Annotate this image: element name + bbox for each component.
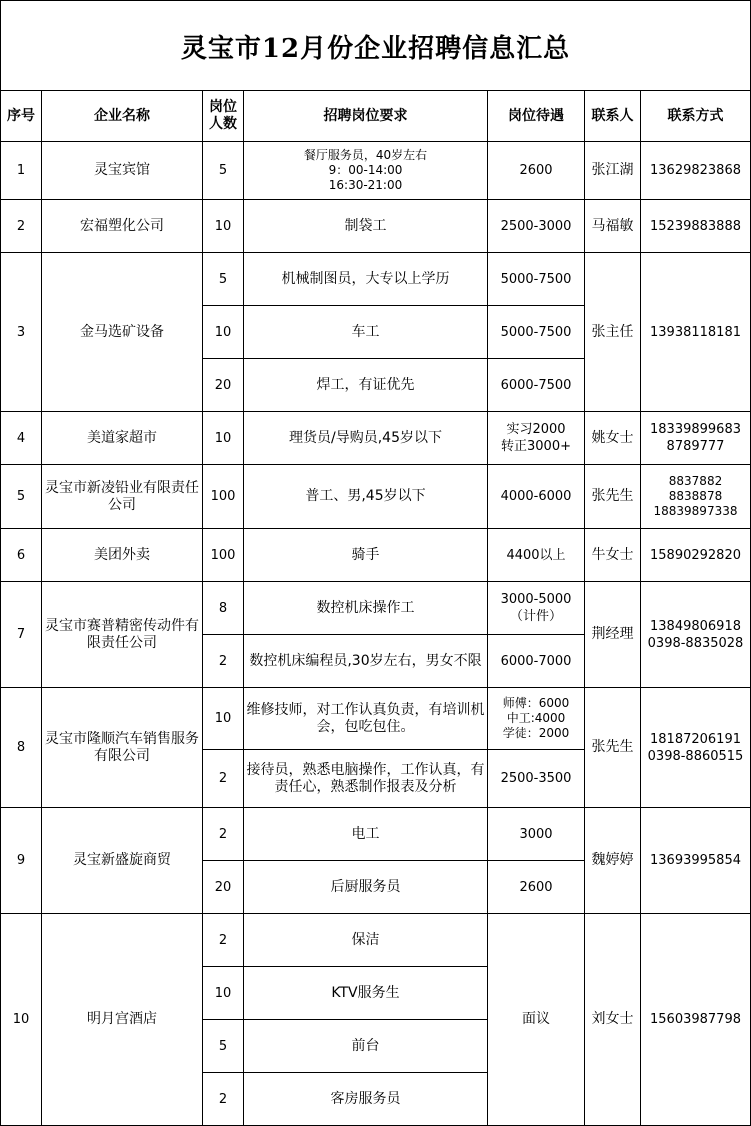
cell-count: 100 (203, 465, 244, 529)
cell-count: 2 (203, 1073, 244, 1126)
cell-count: 2 (203, 750, 244, 808)
cell-count: 5 (203, 142, 244, 200)
cell-requirement: 骑手 (244, 529, 488, 582)
cell-contact: 张主任 (585, 253, 641, 412)
cell-company: 灵宝市新凌铅业有限责任公司 (42, 465, 203, 529)
cell-phone: 15890292820 (641, 529, 751, 582)
cell-count: 2 (203, 914, 244, 967)
table-row (1, 142, 751, 200)
cell-count: 10 (203, 967, 244, 1020)
cell-company: 美团外卖 (42, 529, 203, 582)
cell-contact: 牛女士 (585, 529, 641, 582)
cell-no: 8 (1, 688, 42, 808)
cell-requirement: 数控机床编程员,30岁左右，男女不限 (244, 635, 488, 688)
cell-company: 宏福塑化公司 (42, 200, 203, 253)
cell-contact: 张先生 (585, 465, 641, 529)
table-row (1, 808, 751, 861)
cell-salary: 实习2000 转正3000+ (488, 412, 585, 465)
cell-company: 灵宝市隆顺汽车销售服务有限公司 (42, 688, 203, 808)
header-no: 序号 (1, 91, 42, 142)
cell-count: 5 (203, 1020, 244, 1073)
header-salary: 岗位待遇 (488, 91, 585, 142)
cell-no: 9 (1, 808, 42, 914)
cell-requirement: 理货员/导购员,45岁以下 (244, 412, 488, 465)
cell-no: 4 (1, 412, 42, 465)
cell-salary: 4000-6000 (488, 465, 585, 529)
table-row (1, 529, 751, 582)
cell-salary: 4400以上 (488, 529, 585, 582)
table-row (1, 914, 751, 967)
cell-salary: 6000-7500 (488, 359, 585, 412)
cell-requirement: KTV服务生 (244, 967, 488, 1020)
cell-requirement: 后厨服务员 (244, 861, 488, 914)
cell-no: 3 (1, 253, 42, 412)
cell-contact: 刘女士 (585, 914, 641, 1126)
cell-count: 20 (203, 359, 244, 412)
cell-requirement: 餐厅服务员，40岁左右 9：00-14:00 16:30-21:00 (244, 142, 488, 200)
cell-contact: 荆经理 (585, 582, 641, 688)
cell-requirement: 保洁 (244, 914, 488, 967)
header-count: 岗位 人数 (203, 91, 244, 142)
cell-company: 金马选矿设备 (42, 253, 203, 412)
cell-company: 灵宝市赛普精密传动件有限责任公司 (42, 582, 203, 688)
cell-salary: 2600 (488, 142, 585, 200)
cell-company: 灵宝宾馆 (42, 142, 203, 200)
cell-count: 2 (203, 808, 244, 861)
sheet-title: 灵宝市12月份企业招聘信息汇总 (0, 0, 751, 91)
cell-requirement: 焊工，有证优先 (244, 359, 488, 412)
cell-phone: 13693995854 (641, 808, 751, 914)
cell-requirement: 接待员，熟悉电脑操作，工作认真，有责任心，熟悉制作报表及分析 (244, 750, 488, 808)
cell-contact: 马福敏 (585, 200, 641, 253)
cell-salary: 3000 (488, 808, 585, 861)
cell-contact: 姚女士 (585, 412, 641, 465)
cell-count: 10 (203, 688, 244, 750)
cell-salary: 2500-3000 (488, 200, 585, 253)
cell-phone: 13629823868 (641, 142, 751, 200)
cell-salary: 面议 (488, 914, 585, 1126)
cell-count: 10 (203, 200, 244, 253)
cell-phone: 8837882 8838878 18839897338 (641, 465, 751, 529)
cell-no: 7 (1, 582, 42, 688)
cell-contact: 张先生 (585, 688, 641, 808)
table-row (1, 253, 751, 306)
cell-count: 10 (203, 306, 244, 359)
cell-requirement: 电工 (244, 808, 488, 861)
cell-count: 8 (203, 582, 244, 635)
cell-no: 10 (1, 914, 42, 1126)
cell-requirement: 维修技师，对工作认真负责，有培训机会，包吃包住。 (244, 688, 488, 750)
cell-requirement: 普工、男,45岁以下 (244, 465, 488, 529)
cell-salary: 师傅：6000 中工:4000 学徒：2000 (488, 688, 585, 750)
header-requirement: 招聘岗位要求 (244, 91, 488, 142)
cell-count: 10 (203, 412, 244, 465)
cell-contact: 魏婷婷 (585, 808, 641, 914)
cell-salary: 5000-7500 (488, 306, 585, 359)
cell-company: 灵宝新盛旋商贸 (42, 808, 203, 914)
cell-count: 5 (203, 253, 244, 306)
cell-contact: 张江湖 (585, 142, 641, 200)
header-company: 企业名称 (42, 91, 203, 142)
table-row (1, 688, 751, 750)
cell-phone: 18339899683 8789777 (641, 412, 751, 465)
table-row (1, 412, 751, 465)
cell-requirement: 机械制图员，大专以上学历 (244, 253, 488, 306)
cell-requirement: 制袋工 (244, 200, 488, 253)
cell-salary: 6000-7000 (488, 635, 585, 688)
cell-requirement: 车工 (244, 306, 488, 359)
cell-count: 20 (203, 861, 244, 914)
cell-no: 5 (1, 465, 42, 529)
table-row (1, 582, 751, 635)
cell-phone: 15603987798 (641, 914, 751, 1126)
cell-salary: 2600 (488, 861, 585, 914)
cell-phone: 18187206191 0398-8860515 (641, 688, 751, 808)
cell-phone: 13938118181 (641, 253, 751, 412)
cell-phone: 15239883888 (641, 200, 751, 253)
cell-salary: 5000-7500 (488, 253, 585, 306)
cell-salary: 2500-3500 (488, 750, 585, 808)
cell-requirement: 前台 (244, 1020, 488, 1073)
table-row (1, 465, 751, 529)
header-phone: 联系方式 (641, 91, 751, 142)
cell-company: 明月宫酒店 (42, 914, 203, 1126)
cell-salary: 3000-5000 （计件） (488, 582, 585, 635)
header-row (1, 91, 751, 142)
cell-no: 6 (1, 529, 42, 582)
recruitment-table (0, 90, 751, 1126)
cell-count: 2 (203, 635, 244, 688)
table-row (1, 200, 751, 253)
cell-requirement: 客房服务员 (244, 1073, 488, 1126)
cell-no: 2 (1, 200, 42, 253)
cell-company: 美道家超市 (42, 412, 203, 465)
cell-requirement: 数控机床操作工 (244, 582, 488, 635)
cell-count: 100 (203, 529, 244, 582)
cell-phone: 13849806918 0398-8835028 (641, 582, 751, 688)
header-contact: 联系人 (585, 91, 641, 142)
cell-no: 1 (1, 142, 42, 200)
